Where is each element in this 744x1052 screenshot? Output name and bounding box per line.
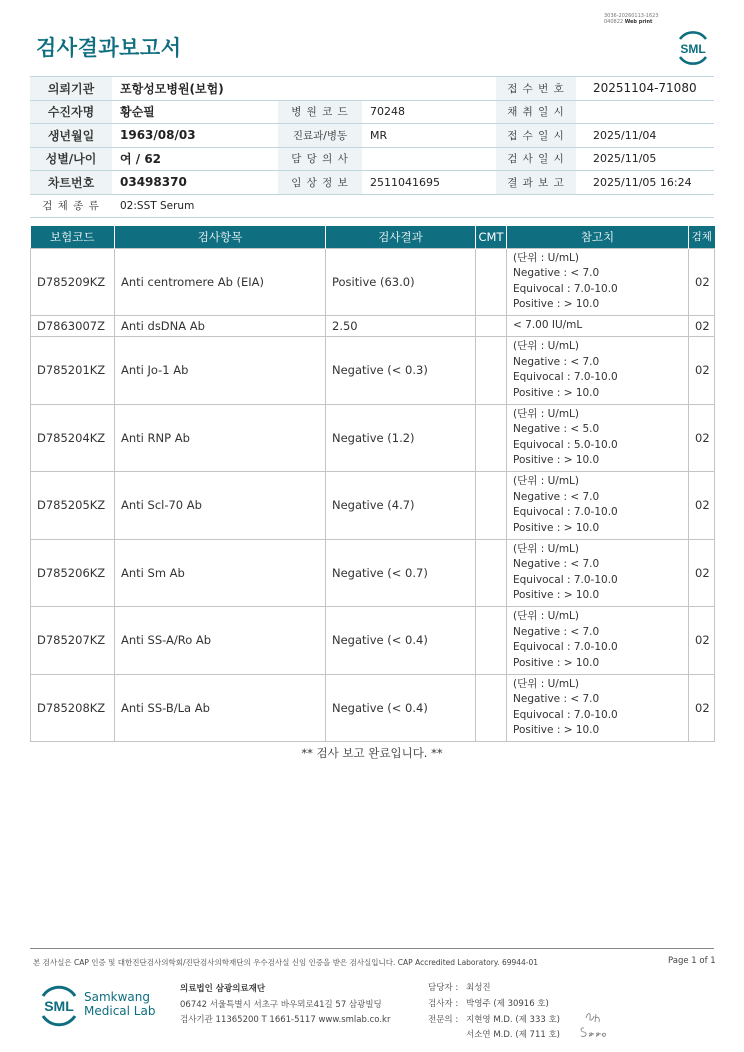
reference-line: Positive : > 10.0 <box>513 298 600 311</box>
print-id-line2 <box>604 19 659 25</box>
print-id-prefix: 040822 <box>604 19 624 25</box>
reference-line: Negative : < 7.0 <box>513 625 600 638</box>
requester-value: 포항성모병원(보험) <box>120 81 224 96</box>
receipt-no-value: 20251104-71080 <box>593 81 697 96</box>
org-name: 의료법인 삼광의료재단 <box>180 984 266 994</box>
report-label: 결 과 보 고 <box>496 171 576 194</box>
org-contact: 검사기관 11365200 T 1661-5117 www.smlab.co.kr <box>180 1015 391 1025</box>
reference-line: Positive : > 10.0 <box>513 589 600 602</box>
clinical-value: 2511041695 <box>370 175 440 189</box>
reference-line: (단위 : U/mL) <box>513 475 579 488</box>
reference-line: Equivocal : 5.0-10.0 <box>513 438 618 451</box>
print-id-mode: Web print <box>624 19 653 25</box>
dob-label: 생년월일 <box>30 124 112 147</box>
col-header-result: 검사결과 <box>326 226 476 248</box>
col-header-reference: 참고치 <box>507 226 689 248</box>
receipt-date-label: 접 수 일 시 <box>496 124 576 147</box>
reference-line: (단위 : U/mL) <box>513 677 579 690</box>
result-row <box>31 674 715 742</box>
sex-age-label: 성별/나이 <box>30 148 112 171</box>
test-date-value: 2025/11/05 <box>593 152 657 166</box>
result-row <box>31 472 715 540</box>
org-info <box>180 982 390 1029</box>
clinical-label: 임 상 정 보 <box>278 171 362 194</box>
requester-label: 의뢰기관 <box>30 77 112 100</box>
result-row <box>31 607 715 675</box>
staff-value: 서소연 M.D. (제 711 호) <box>466 1030 561 1041</box>
report-value: 2025/11/05 16:24 <box>593 175 692 189</box>
result-item: Anti SS-B/La Ab <box>115 674 326 742</box>
result-specimen: 02 <box>689 248 715 316</box>
patient-value: 황순필 <box>120 105 155 120</box>
result-reference <box>507 539 689 607</box>
reference-line: Negative : < 7.0 <box>513 490 600 503</box>
results-header-row <box>31 226 715 248</box>
result-reference <box>507 337 689 405</box>
specimen-label: 검 체 종 류 <box>42 200 100 213</box>
result-cmt <box>476 539 507 607</box>
staff-label <box>428 1028 466 1044</box>
patient-label: 수진자명 <box>30 101 112 124</box>
reference-line: Positive : > 10.0 <box>513 656 600 669</box>
lab-name <box>84 990 155 1018</box>
result-value: Positive (63.0) <box>326 248 476 316</box>
result-reference <box>507 472 689 540</box>
result-code: D785201KZ <box>31 337 115 405</box>
lab-logo-icon <box>36 981 82 1027</box>
reference-line: Equivocal : 7.0-10.0 <box>513 641 618 654</box>
staff-row <box>428 1013 560 1029</box>
result-reference <box>507 316 689 337</box>
result-reference <box>507 248 689 316</box>
test-date-label: 검 사 일 시 <box>496 148 576 171</box>
staff-row <box>428 1028 560 1044</box>
staff-value: 최성진 <box>466 983 491 993</box>
result-item: Anti Jo-1 Ab <box>115 337 326 405</box>
result-reference <box>507 404 689 472</box>
col-header-item: 검사항목 <box>115 226 326 248</box>
reference-line: (단위 : U/mL) <box>513 340 579 353</box>
result-item: Anti centromere Ab (EIA) <box>115 248 326 316</box>
sml-logo-icon <box>674 27 712 65</box>
result-row <box>31 404 715 472</box>
result-value: Negative (< 0.7) <box>326 539 476 607</box>
result-row <box>31 248 715 316</box>
result-code: D785205KZ <box>31 472 115 540</box>
reference-line: (단위 : U/mL) <box>513 251 579 264</box>
staff-label: 전문의 : <box>428 1014 459 1025</box>
result-reference <box>507 674 689 742</box>
result-cmt <box>476 248 507 316</box>
result-code: D7863007Z <box>31 316 115 337</box>
result-specimen: 02 <box>689 316 715 337</box>
patient-info-table <box>30 76 714 218</box>
staff-value: 박영주 (제 30916 호) <box>466 998 549 1009</box>
info-row <box>30 148 714 172</box>
reference-line: Equivocal : 7.0-10.0 <box>513 371 618 384</box>
reference-line: Positive : > 10.0 <box>513 454 600 467</box>
lab-name-line2: Medical Lab <box>84 1004 156 1018</box>
sex-age-value: 여 / 62 <box>120 152 162 167</box>
result-specimen: 02 <box>689 404 715 472</box>
col-header-code: 보험코드 <box>31 226 115 248</box>
result-item: Anti Sm Ab <box>115 539 326 607</box>
receipt-no-label: 접 수 번 호 <box>496 77 576 100</box>
signature-icon <box>584 1010 606 1024</box>
col-header-specimen: 검체 <box>689 226 715 248</box>
result-value: Negative (< 0.4) <box>326 607 476 675</box>
page-indicator: Page 1 of 1 <box>668 956 716 966</box>
info-row <box>30 195 714 219</box>
reference-line: Equivocal : 7.0-10.0 <box>513 573 618 586</box>
doctor-label: 담 당 의 사 <box>278 148 362 171</box>
accreditation-text: 본 검사실은 CAP 인증 및 대한진단검사의학회/진단검사의학재단의 우수검사실 신임 인증을 받은 검사실입니다. CAP Accredited Laboratory. 69944-01 <box>33 958 539 967</box>
lab-name-line1: Samkwang <box>84 990 150 1004</box>
doctor-value <box>362 148 496 171</box>
reference-line: Equivocal : 7.0-10.0 <box>513 708 618 721</box>
results-table <box>30 226 715 742</box>
collection-value <box>576 101 714 124</box>
result-specimen: 02 <box>689 539 715 607</box>
dob-value: 1963/08/03 <box>120 128 196 143</box>
result-value: Negative (< 0.3) <box>326 337 476 405</box>
result-code: D785204KZ <box>31 404 115 472</box>
result-value: Negative (< 0.4) <box>326 674 476 742</box>
staff-list <box>428 981 560 1044</box>
hospital-code-value: 70248 <box>370 105 405 119</box>
lab-logo-text: SML <box>44 998 74 1014</box>
result-cmt <box>476 472 507 540</box>
sml-logo-text: SML <box>680 42 706 56</box>
signature-icon <box>578 1024 608 1040</box>
info-row <box>30 77 714 101</box>
footer-divider <box>30 948 714 949</box>
result-specimen: 02 <box>689 337 715 405</box>
result-specimen: 02 <box>689 472 715 540</box>
collection-label: 채 취 일 시 <box>496 101 576 124</box>
info-row <box>30 171 714 195</box>
result-cmt <box>476 674 507 742</box>
reference-line: Equivocal : 7.0-10.0 <box>513 506 618 519</box>
completion-note: ** 검사 보고 완료입니다. ** <box>301 746 443 760</box>
staff-label: 검사자 : <box>428 998 459 1009</box>
staff-row <box>428 981 560 997</box>
reference-line: Negative : < 5.0 <box>513 423 600 436</box>
info-row <box>30 124 714 148</box>
page-title: 검사결과보고서 <box>36 36 182 60</box>
reference-line: (단위 : U/mL) <box>513 610 579 623</box>
result-cmt <box>476 337 507 405</box>
result-cmt <box>476 316 507 337</box>
reference-line: Negative : < 7.0 <box>513 355 600 368</box>
result-code: D785209KZ <box>31 248 115 316</box>
reference-line: < 7.00 IU/mL <box>513 319 583 332</box>
org-address: 06742 서울특별시 서초구 바우뫼로41길 57 삼광빌딩 <box>180 999 382 1010</box>
reference-line: Positive : > 10.0 <box>513 386 600 399</box>
result-item: Anti SS-A/Ro Ab <box>115 607 326 675</box>
result-cmt <box>476 404 507 472</box>
hospital-code-label: 병 원 코 드 <box>278 101 362 124</box>
result-cmt <box>476 607 507 675</box>
print-id-line1: 3036-20260113-1623 <box>604 13 659 19</box>
staff-value: 지현영 M.D. (제 333 호) <box>466 1014 561 1025</box>
reference-line: Negative : < 7.0 <box>513 558 600 571</box>
dept-value: MR <box>370 128 388 142</box>
staff-row <box>428 997 560 1013</box>
result-value: Negative (4.7) <box>326 472 476 540</box>
print-id <box>604 13 659 25</box>
result-specimen: 02 <box>689 674 715 742</box>
reference-line: Equivocal : 7.0-10.0 <box>513 282 618 295</box>
dept-label: 진료과/병동 <box>278 124 362 147</box>
result-reference <box>507 607 689 675</box>
receipt-date-value: 2025/11/04 <box>593 128 657 142</box>
result-value: Negative (1.2) <box>326 404 476 472</box>
result-specimen: 02 <box>689 607 715 675</box>
result-item: Anti RNP Ab <box>115 404 326 472</box>
result-item: Anti dsDNA Ab <box>115 316 326 337</box>
result-row <box>31 539 715 607</box>
staff-label: 담당자 : <box>428 983 459 993</box>
result-code: D785206KZ <box>31 539 115 607</box>
result-value: 2.50 <box>326 316 476 337</box>
chart-value: 03498370 <box>120 175 187 190</box>
result-item: Anti Scl-70 Ab <box>115 472 326 540</box>
reference-line: Negative : < 7.0 <box>513 693 600 706</box>
chart-label: 차트번호 <box>30 171 112 194</box>
col-header-cmt: CMT <box>476 226 507 248</box>
reference-line: Negative : < 7.0 <box>513 267 600 280</box>
info-row <box>30 101 714 125</box>
reference-line: Positive : > 10.0 <box>513 724 600 737</box>
reference-line: (단위 : U/mL) <box>513 407 579 420</box>
reference-line: (단위 : U/mL) <box>513 542 579 555</box>
result-row <box>31 316 715 337</box>
specimen-value: 02:SST Serum <box>120 199 195 212</box>
result-code: D785207KZ <box>31 607 115 675</box>
result-row <box>31 337 715 405</box>
reference-line: Positive : > 10.0 <box>513 521 600 534</box>
result-code: D785208KZ <box>31 674 115 742</box>
